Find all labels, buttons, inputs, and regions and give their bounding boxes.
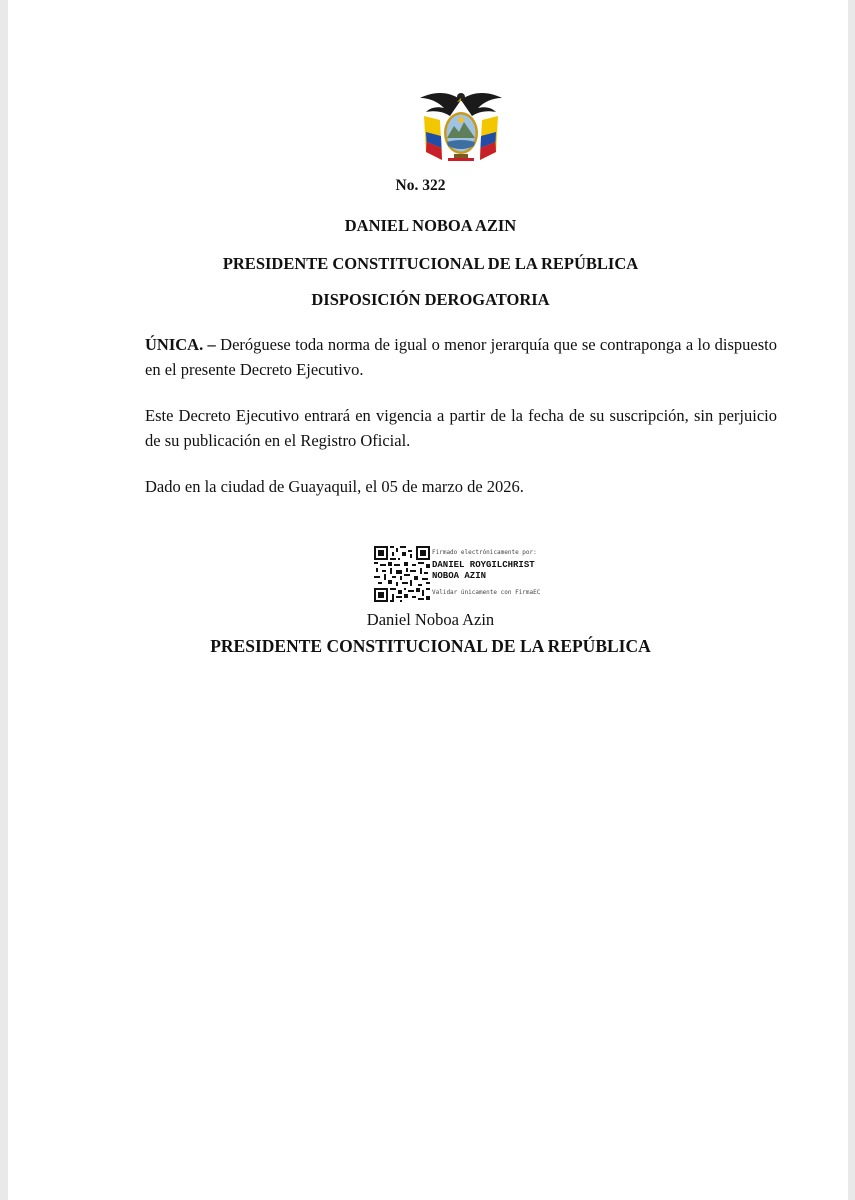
signature-name-line2: NOBOA AZIN: [432, 571, 487, 581]
signature-validation-note: Validar únicamente con FirmaEC: [432, 589, 541, 596]
dado-paragraph: Dado en la ciudad de Guayaquil, el 05 de marzo de 2026.: [145, 477, 524, 496]
unica-label: ÚNICA. –: [145, 335, 216, 354]
decree-number: No. 322: [395, 177, 446, 194]
vigencia-paragraph: Este Decreto Ejecutivo entrará en vigencia a partir de la fecha de su suscripción, sin perjuicio de su publicación en el Registro Oficial.: [145, 406, 777, 450]
signer-name: Daniel Noboa Azin: [366, 610, 495, 629]
section-title: DISPOSICIÓN DEROGATORIA: [311, 290, 550, 309]
electronic-signature-stamp: [374, 546, 574, 604]
president-title-heading: PRESIDENTE CONSTITUCIONAL DE LA REPÚBLICA: [222, 254, 639, 273]
qr-code-icon[interactable]: [374, 546, 430, 602]
signature-name-line1: DANIEL ROYGILCHRIST: [432, 560, 535, 570]
signature-caption: Firmado electrónicamente por:: [432, 549, 537, 556]
coat-of-arms-icon: [418, 86, 504, 168]
president-name-heading: DANIEL NOBOA AZIN: [344, 216, 517, 235]
unica-text: Deróguese toda norma de igual o menor jerarquía que se contraponga a lo dispuesto en el presente Decreto Ejecutivo.: [145, 335, 777, 379]
unica-paragraph: [145, 332, 777, 382]
document-page: [8, 0, 848, 1200]
signer-title: PRESIDENTE CONSTITUCIONAL DE LA REPÚBLICA: [210, 636, 651, 656]
